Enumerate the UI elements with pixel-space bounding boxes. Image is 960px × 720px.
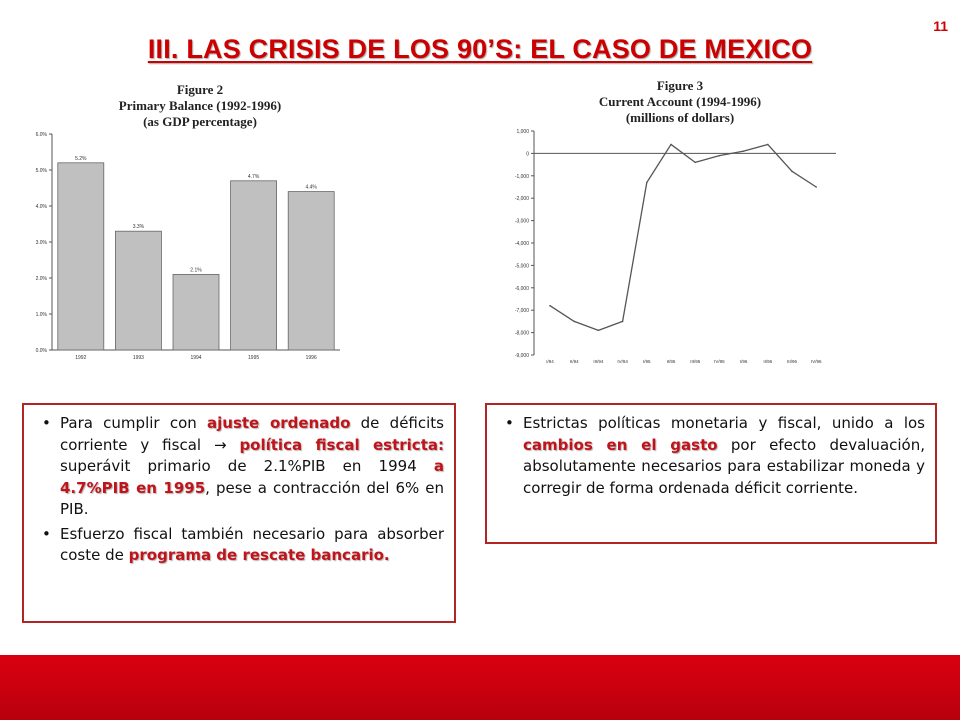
- y-tick-label: 2.0%: [35, 276, 47, 282]
- footer-band: [0, 655, 960, 720]
- series-line-segment: [574, 321, 598, 330]
- figure2-caption-line: Primary Balance (1992-1996): [118, 98, 282, 113]
- data-point: [670, 144, 672, 146]
- right-text-box: [485, 403, 937, 544]
- y-tick-label: 6.0%: [35, 132, 47, 138]
- current-account-line-chart: [500, 124, 840, 369]
- y-tick-label: -7,000: [514, 308, 529, 315]
- x-tick-label: 1996: [305, 355, 317, 361]
- figure3-caption: [560, 78, 800, 126]
- x-tick-label: 1993: [132, 355, 144, 361]
- highlight-text: cambios en el gasto: [523, 435, 718, 454]
- bullet-text: por efecto devaluación, absolutamente necesarios para estabilizar moneda y corregir de forma ordenada déficit corriente.: [523, 435, 925, 497]
- data-point: [743, 150, 745, 152]
- bullet-monetary-fiscal-policy: [493, 413, 925, 499]
- x-tick-label: II/94: [569, 359, 579, 364]
- x-tick-label: III/95: [690, 359, 701, 364]
- y-tick-label: -5,000: [514, 263, 529, 270]
- data-point: [573, 321, 575, 323]
- data-point: [646, 182, 648, 184]
- x-tick-label: 1992: [75, 355, 87, 361]
- bullet-text: , pese a contracción del 6% en PIB.: [60, 478, 445, 518]
- series-line-segment: [647, 144, 671, 182]
- x-tick-label: IV/94: [617, 359, 628, 364]
- bullet-text: Esfuerzo fiscal también necesario para absorber coste de: [60, 524, 444, 564]
- series-line-segment: [768, 144, 792, 171]
- x-tick-label: I/95: [643, 359, 651, 364]
- bar: [231, 181, 277, 350]
- bar: [115, 231, 161, 350]
- y-tick-label: -8,000: [514, 330, 529, 337]
- bar: [173, 274, 219, 350]
- highlight-text: ajuste ordenado: [207, 414, 351, 432]
- data-label: 2.1%: [190, 267, 202, 274]
- series-line-segment: [792, 171, 816, 187]
- bar: [288, 192, 334, 350]
- bullet-fiscal-adjustment: [30, 413, 444, 521]
- y-tick-label: 1.0%: [35, 312, 47, 318]
- x-tick-label: III/96: [786, 359, 798, 364]
- bullet-text: Estrictas políticas monetaria y fiscal, unido a los: [523, 414, 925, 432]
- bar: [58, 163, 104, 350]
- y-tick-label: -2,000: [514, 196, 529, 203]
- data-point: [694, 162, 696, 164]
- data-point: [549, 305, 551, 307]
- bullet-text: de déficits corriente y fiscal →: [60, 414, 444, 454]
- data-label: 5.2%: [75, 155, 87, 162]
- x-tick-label: IV/95: [714, 359, 725, 364]
- y-tick-label: 5.0%: [35, 168, 47, 174]
- slide-number: 11: [933, 18, 948, 34]
- primary-balance-bar-chart: [28, 128, 348, 368]
- figure2-caption-line: (as GDP percentage): [143, 114, 257, 129]
- y-tick-label: 3.0%: [35, 240, 47, 246]
- data-point: [622, 321, 624, 323]
- y-tick-label: 4.0%: [35, 204, 47, 210]
- highlight-text: a 4.7%PIB en 1995: [60, 457, 444, 497]
- y-tick-label: -1,000: [514, 173, 529, 180]
- y-tick-label: -9,000: [514, 353, 529, 359]
- figure3-caption-line: Current Account (1994-1996): [598, 94, 762, 109]
- figure2-caption: [80, 82, 320, 130]
- y-tick-label: -4,000: [514, 241, 529, 247]
- x-tick-label: I/94: [546, 359, 554, 364]
- bullet-text: superávit primario de 2.1%PIB en 1994: [60, 457, 434, 475]
- data-label: 4.4%: [305, 184, 317, 191]
- data-point: [767, 144, 769, 146]
- x-tick-label: II/95: [666, 359, 676, 364]
- data-label: 4.7%: [247, 173, 260, 180]
- x-tick-label: 1995: [248, 355, 260, 361]
- highlight-text: política fiscal estricta:: [239, 435, 444, 454]
- figure3-caption-line: (millions of dollars): [625, 110, 735, 125]
- left-text-box: [22, 403, 456, 623]
- x-tick-label: II/96: [763, 359, 773, 364]
- data-point: [598, 330, 600, 332]
- series-line-segment: [744, 144, 768, 151]
- x-tick-label: 1994: [190, 355, 202, 361]
- y-tick-label: -3,000: [514, 218, 529, 225]
- data-point: [791, 171, 793, 173]
- data-point: [719, 155, 721, 157]
- y-tick-label: 0.0%: [35, 348, 47, 354]
- bullet-bank-rescue: [30, 524, 444, 567]
- series-line-segment: [550, 306, 574, 322]
- data-point: [815, 186, 817, 188]
- figure3-caption-line: Figure 3: [656, 78, 704, 93]
- x-tick-label: I/96: [739, 359, 748, 364]
- highlight-text: programa de rescate bancario.: [128, 546, 390, 564]
- figure2-caption-line: Figure 2: [176, 82, 224, 97]
- y-tick-label: 0: [526, 151, 529, 158]
- slide-title: III. LAS CRISIS DE LOS 90’S: EL CASO DE MEXICO: [147, 34, 813, 64]
- series-line-segment: [623, 183, 647, 322]
- bullet-text: Para cumplir con: [60, 414, 208, 432]
- x-tick-label: IV/96: [810, 359, 822, 364]
- x-tick-label: III/94: [593, 359, 604, 364]
- series-line-segment: [695, 156, 719, 163]
- series-line-segment: [598, 321, 622, 330]
- data-label: 3.3%: [132, 224, 145, 231]
- y-tick-label: 1,000: [516, 129, 529, 135]
- y-tick-label: -6,000: [514, 285, 529, 292]
